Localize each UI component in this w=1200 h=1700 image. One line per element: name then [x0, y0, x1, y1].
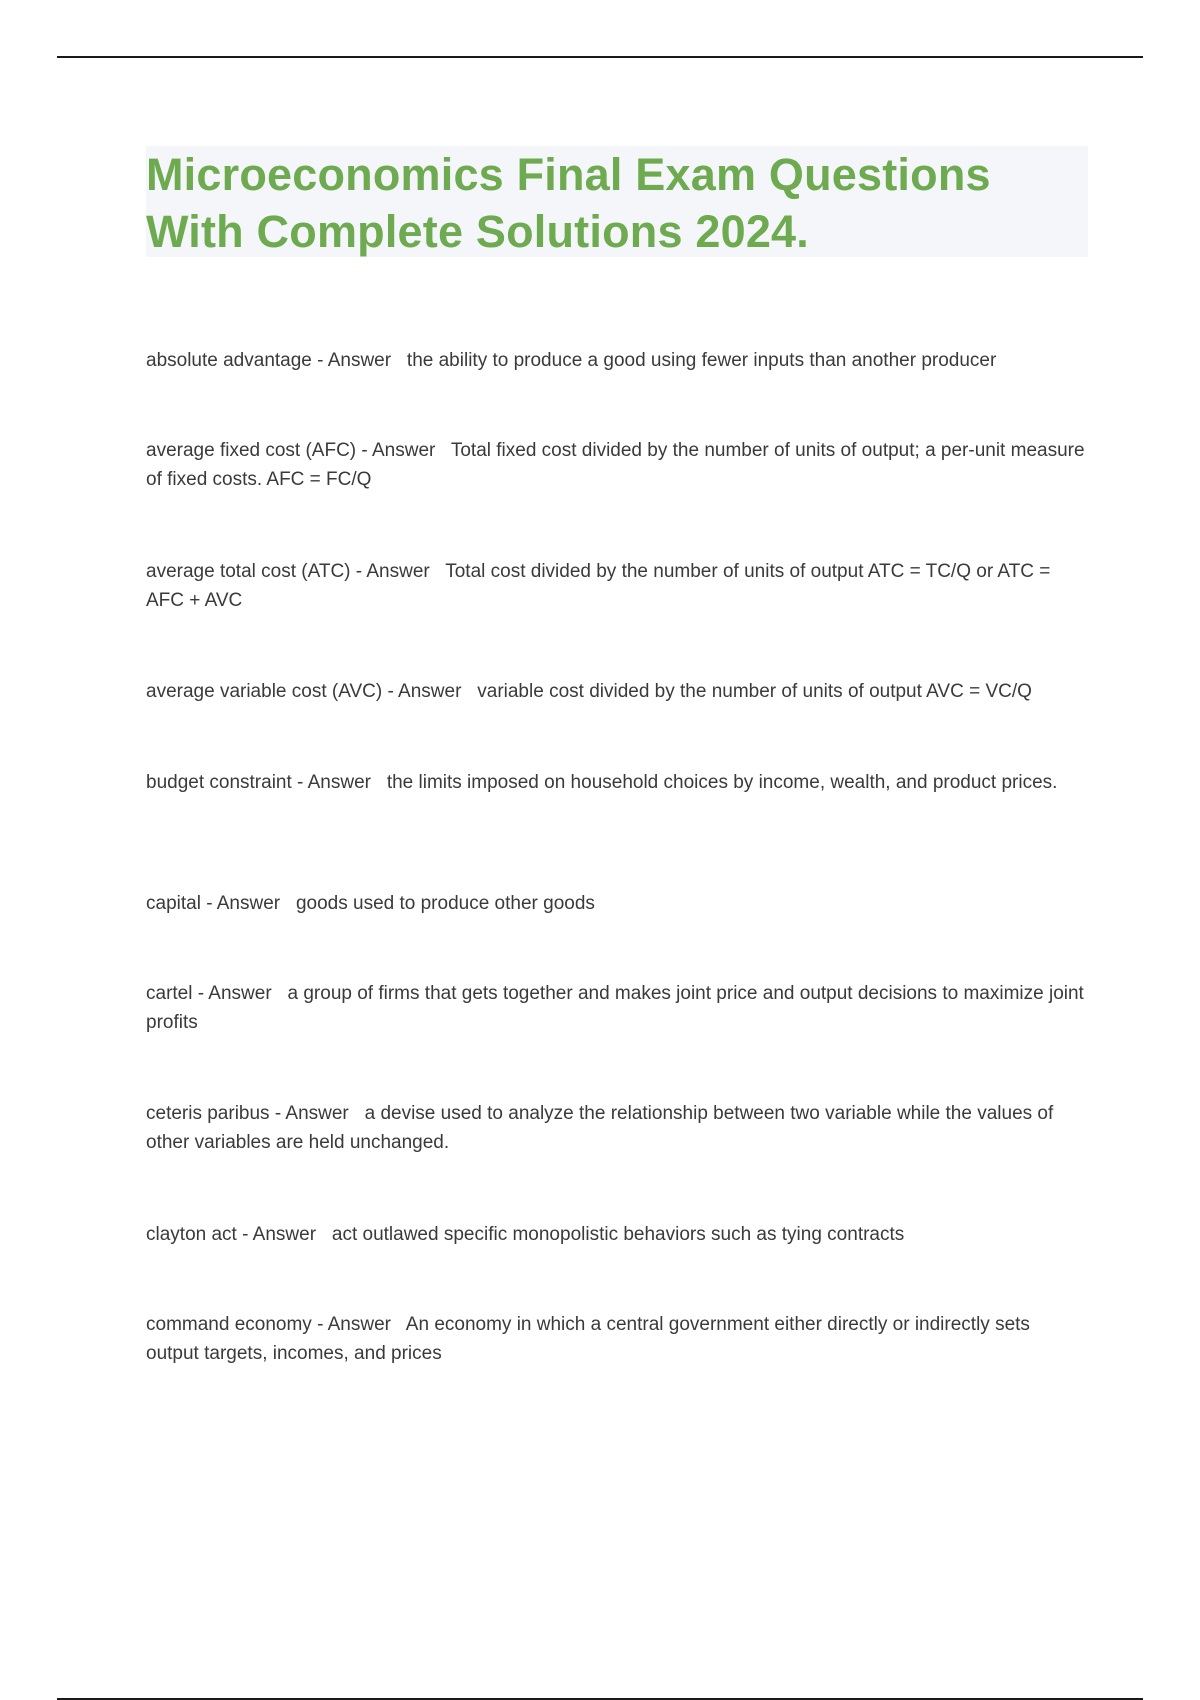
definition: Total cost divided by the number of units of output ATC = TC/Q or ATC = AFC + AVC: [146, 561, 1051, 611]
list-item: [146, 889, 1086, 918]
definition: variable cost divided by the number of units of output AVC = VC/Q: [477, 681, 1032, 702]
title-block: [146, 146, 1088, 257]
term: capital: [146, 893, 201, 914]
answer-label: - Answer: [242, 1224, 317, 1245]
definition: a devise used to analyze the relationship between two variable while the values of other variables are held unchanged.: [146, 1103, 1054, 1153]
term: command economy: [146, 1314, 312, 1335]
list-item: [146, 346, 1086, 375]
answer-label: - Answer: [274, 1103, 349, 1124]
answer-label: - Answer: [317, 1314, 391, 1335]
term: average variable cost (AVC): [146, 681, 383, 702]
document-title: Microeconomics Final Exam Questions With Complete Solutions 2024.: [146, 149, 991, 257]
list-item: [146, 557, 1086, 615]
answer-label: - Answer: [297, 772, 371, 793]
header-rule: [57, 56, 1143, 58]
term: cartel: [146, 983, 193, 1004]
list-item: [146, 979, 1086, 1037]
answer-label: - Answer: [361, 440, 436, 461]
definition: the limits imposed on household choices by income, wealth, and product prices.: [386, 772, 1058, 793]
answer-label: - Answer: [206, 893, 281, 914]
list-item: [146, 768, 1086, 797]
definition: the ability to produce a good using fewer inputs than another producer: [406, 350, 997, 371]
list-item: [146, 677, 1086, 706]
answer-label: - Answer: [197, 983, 272, 1004]
answer-label: - Answer: [355, 561, 430, 582]
list-item: [146, 1099, 1086, 1157]
list-item: [146, 436, 1086, 494]
definition: a group of firms that gets together and makes joint price and output decisions to maximize joint profits: [146, 983, 1084, 1033]
definition: An economy in which a central government either directly or indirectly sets output targets, incomes, and prices: [146, 1314, 1030, 1364]
term: average fixed cost (AFC): [146, 440, 357, 461]
definition: act outlawed specific monopolistic behaviors such as tying contracts: [331, 1224, 905, 1245]
definition: goods used to produce other goods: [295, 893, 595, 914]
term: ceteris paribus: [146, 1103, 270, 1124]
answer-label: - Answer: [387, 681, 462, 702]
list-item: [146, 1220, 1086, 1249]
answer-label: - Answer: [317, 350, 392, 371]
term: average total cost (ATC): [146, 561, 351, 582]
term: budget constraint: [146, 772, 292, 793]
term: clayton act: [146, 1224, 237, 1245]
definition: Total fixed cost divided by the number of units of output; a per-unit measure of fixed costs. AFC = FC/Q: [146, 440, 1085, 490]
term: absolute advantage: [146, 350, 312, 371]
list-item: [146, 1310, 1086, 1368]
